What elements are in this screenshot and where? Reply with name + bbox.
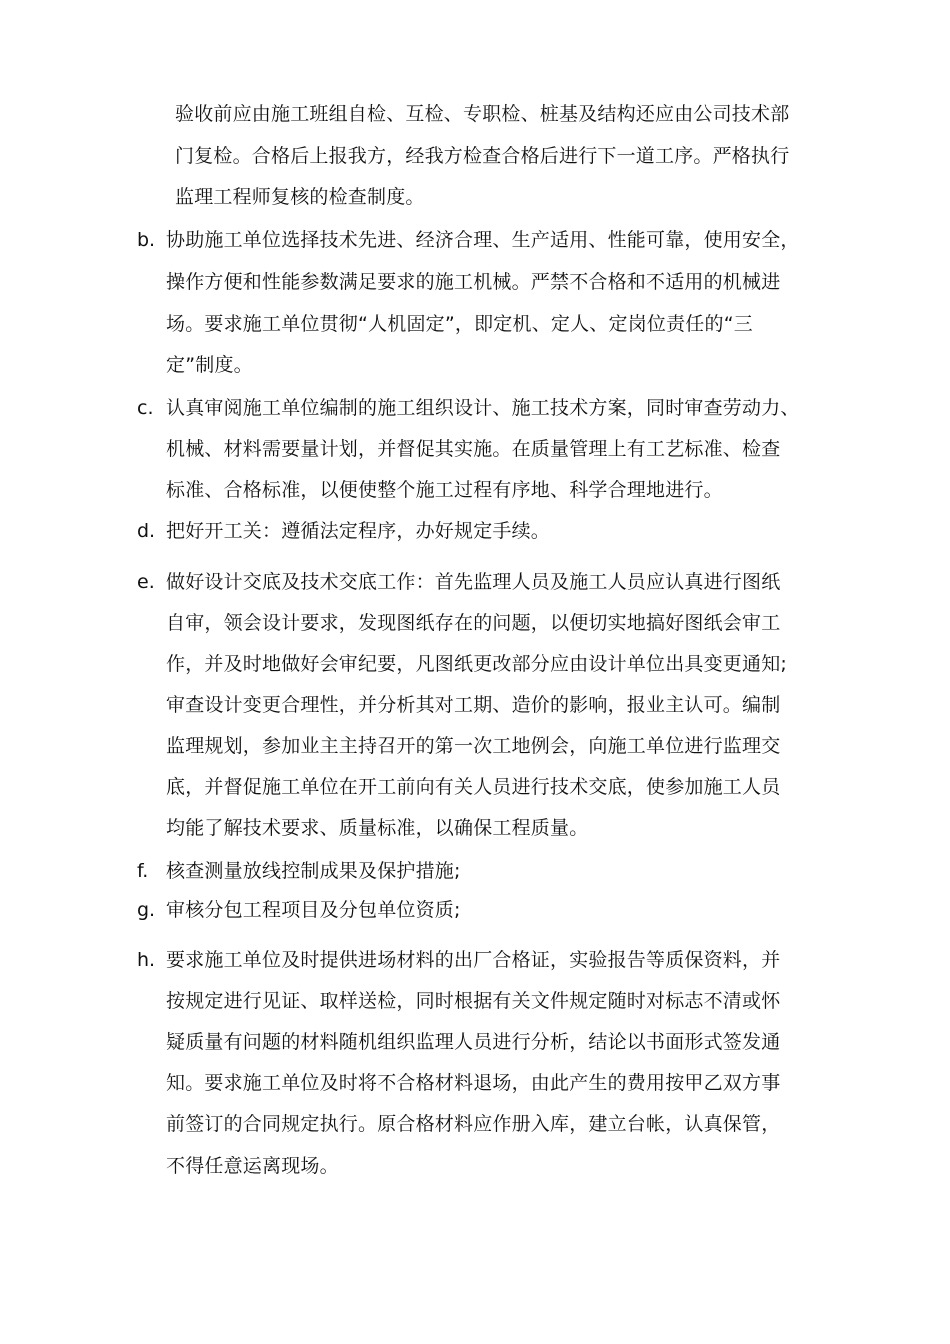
list-item-line: 做好设计交底及技术交底工作：首先监理人员及施工人员应认真进行图纸 bbox=[166, 571, 781, 593]
list-item-line: 作，并及时地做好会审纪要，凡图纸更改部分应由设计单位出具变更通知; bbox=[166, 653, 788, 675]
list-item-line: 按规定进行见证、取样送检，同时根据有关文件规定随时对标志不清或怀 bbox=[166, 990, 781, 1012]
list-marker: g. bbox=[137, 899, 156, 921]
list-item-line: 操作方便和性能参数满足要求的施工机械。严禁不合格和不适用的机械进 bbox=[166, 271, 781, 293]
intro-line: 验收前应由施工班组自检、互检、专职检、桩基及结构还应由公司技术部 bbox=[175, 103, 790, 125]
list-item-line: 机械、材料需要量计划，并督促其实施。在质量管理上有工艺标准、检查 bbox=[166, 438, 781, 460]
list-item-line: 监理规划，参加业主主持召开的第一次工地例会，向施工单位进行监理交 bbox=[166, 735, 781, 757]
list-item-line: 把好开工关：遵循法定程序，办好规定手续。 bbox=[166, 520, 551, 542]
list-item-line: 协助施工单位选择技术先进、经济合理、生产适用、性能可靠，使用安全， bbox=[166, 229, 800, 251]
list-item-line: 标准、合格标准，以便使整个施工过程有序地、科学合理地进行。 bbox=[166, 479, 723, 501]
list-marker: d. bbox=[137, 520, 156, 542]
intro-line: 门复检。合格后上报我方，经我方检查合格后进行下一道工序。严格执行 bbox=[175, 145, 790, 167]
list-item-line: 前签订的合同规定执行。原合格材料应作册入库，建立台帐，认真保管， bbox=[166, 1113, 781, 1135]
list-item-line: 认真审阅施工单位编制的施工组织设计、施工技术方案，同时审查劳动力、 bbox=[166, 397, 800, 419]
list-marker: h. bbox=[137, 949, 156, 971]
list-marker: e. bbox=[137, 571, 155, 593]
list-item-line: 审核分包工程项目及分包单位资质; bbox=[166, 899, 461, 921]
intro-line: 监理工程师复核的检查制度。 bbox=[175, 186, 425, 208]
list-item-line: 定”制度。 bbox=[166, 354, 253, 376]
list-item-line: 不得任意运离现场。 bbox=[166, 1155, 339, 1177]
list-item-line: 审查设计变更合理性，并分析其对工期、造价的影响，报业主认可。编制 bbox=[166, 694, 781, 716]
list-marker: c. bbox=[137, 397, 154, 419]
list-item-line: 底，并督促施工单位在开工前向有关人员进行技术交底，使参加施工人员 bbox=[166, 776, 781, 798]
list-item-line: 核查测量放线控制成果及保护措施; bbox=[166, 860, 461, 882]
list-item-line: 要求施工单位及时提供进场材料的出厂合格证，实验报告等质保资料，并 bbox=[166, 949, 781, 971]
list-item-line: 知。要求施工单位及时将不合格材料退场，由此产生的费用按甲乙双方事 bbox=[166, 1072, 781, 1094]
list-item-line: 自审，领会设计要求，发现图纸存在的问题，以便切实地搞好图纸会审工 bbox=[166, 612, 781, 634]
list-item-line: 场。要求施工单位贯彻“人机固定”，即定机、定人、定岗位责任的“三 bbox=[166, 313, 753, 335]
list-marker: f. bbox=[137, 860, 149, 882]
list-marker: b. bbox=[137, 229, 156, 251]
list-item-line: 疑质量有问题的材料随机组织监理人员进行分析，结论以书面形式签发通 bbox=[166, 1031, 781, 1053]
list-item-line: 均能了解技术要求、质量标准，以确保工程质量。 bbox=[166, 817, 589, 839]
